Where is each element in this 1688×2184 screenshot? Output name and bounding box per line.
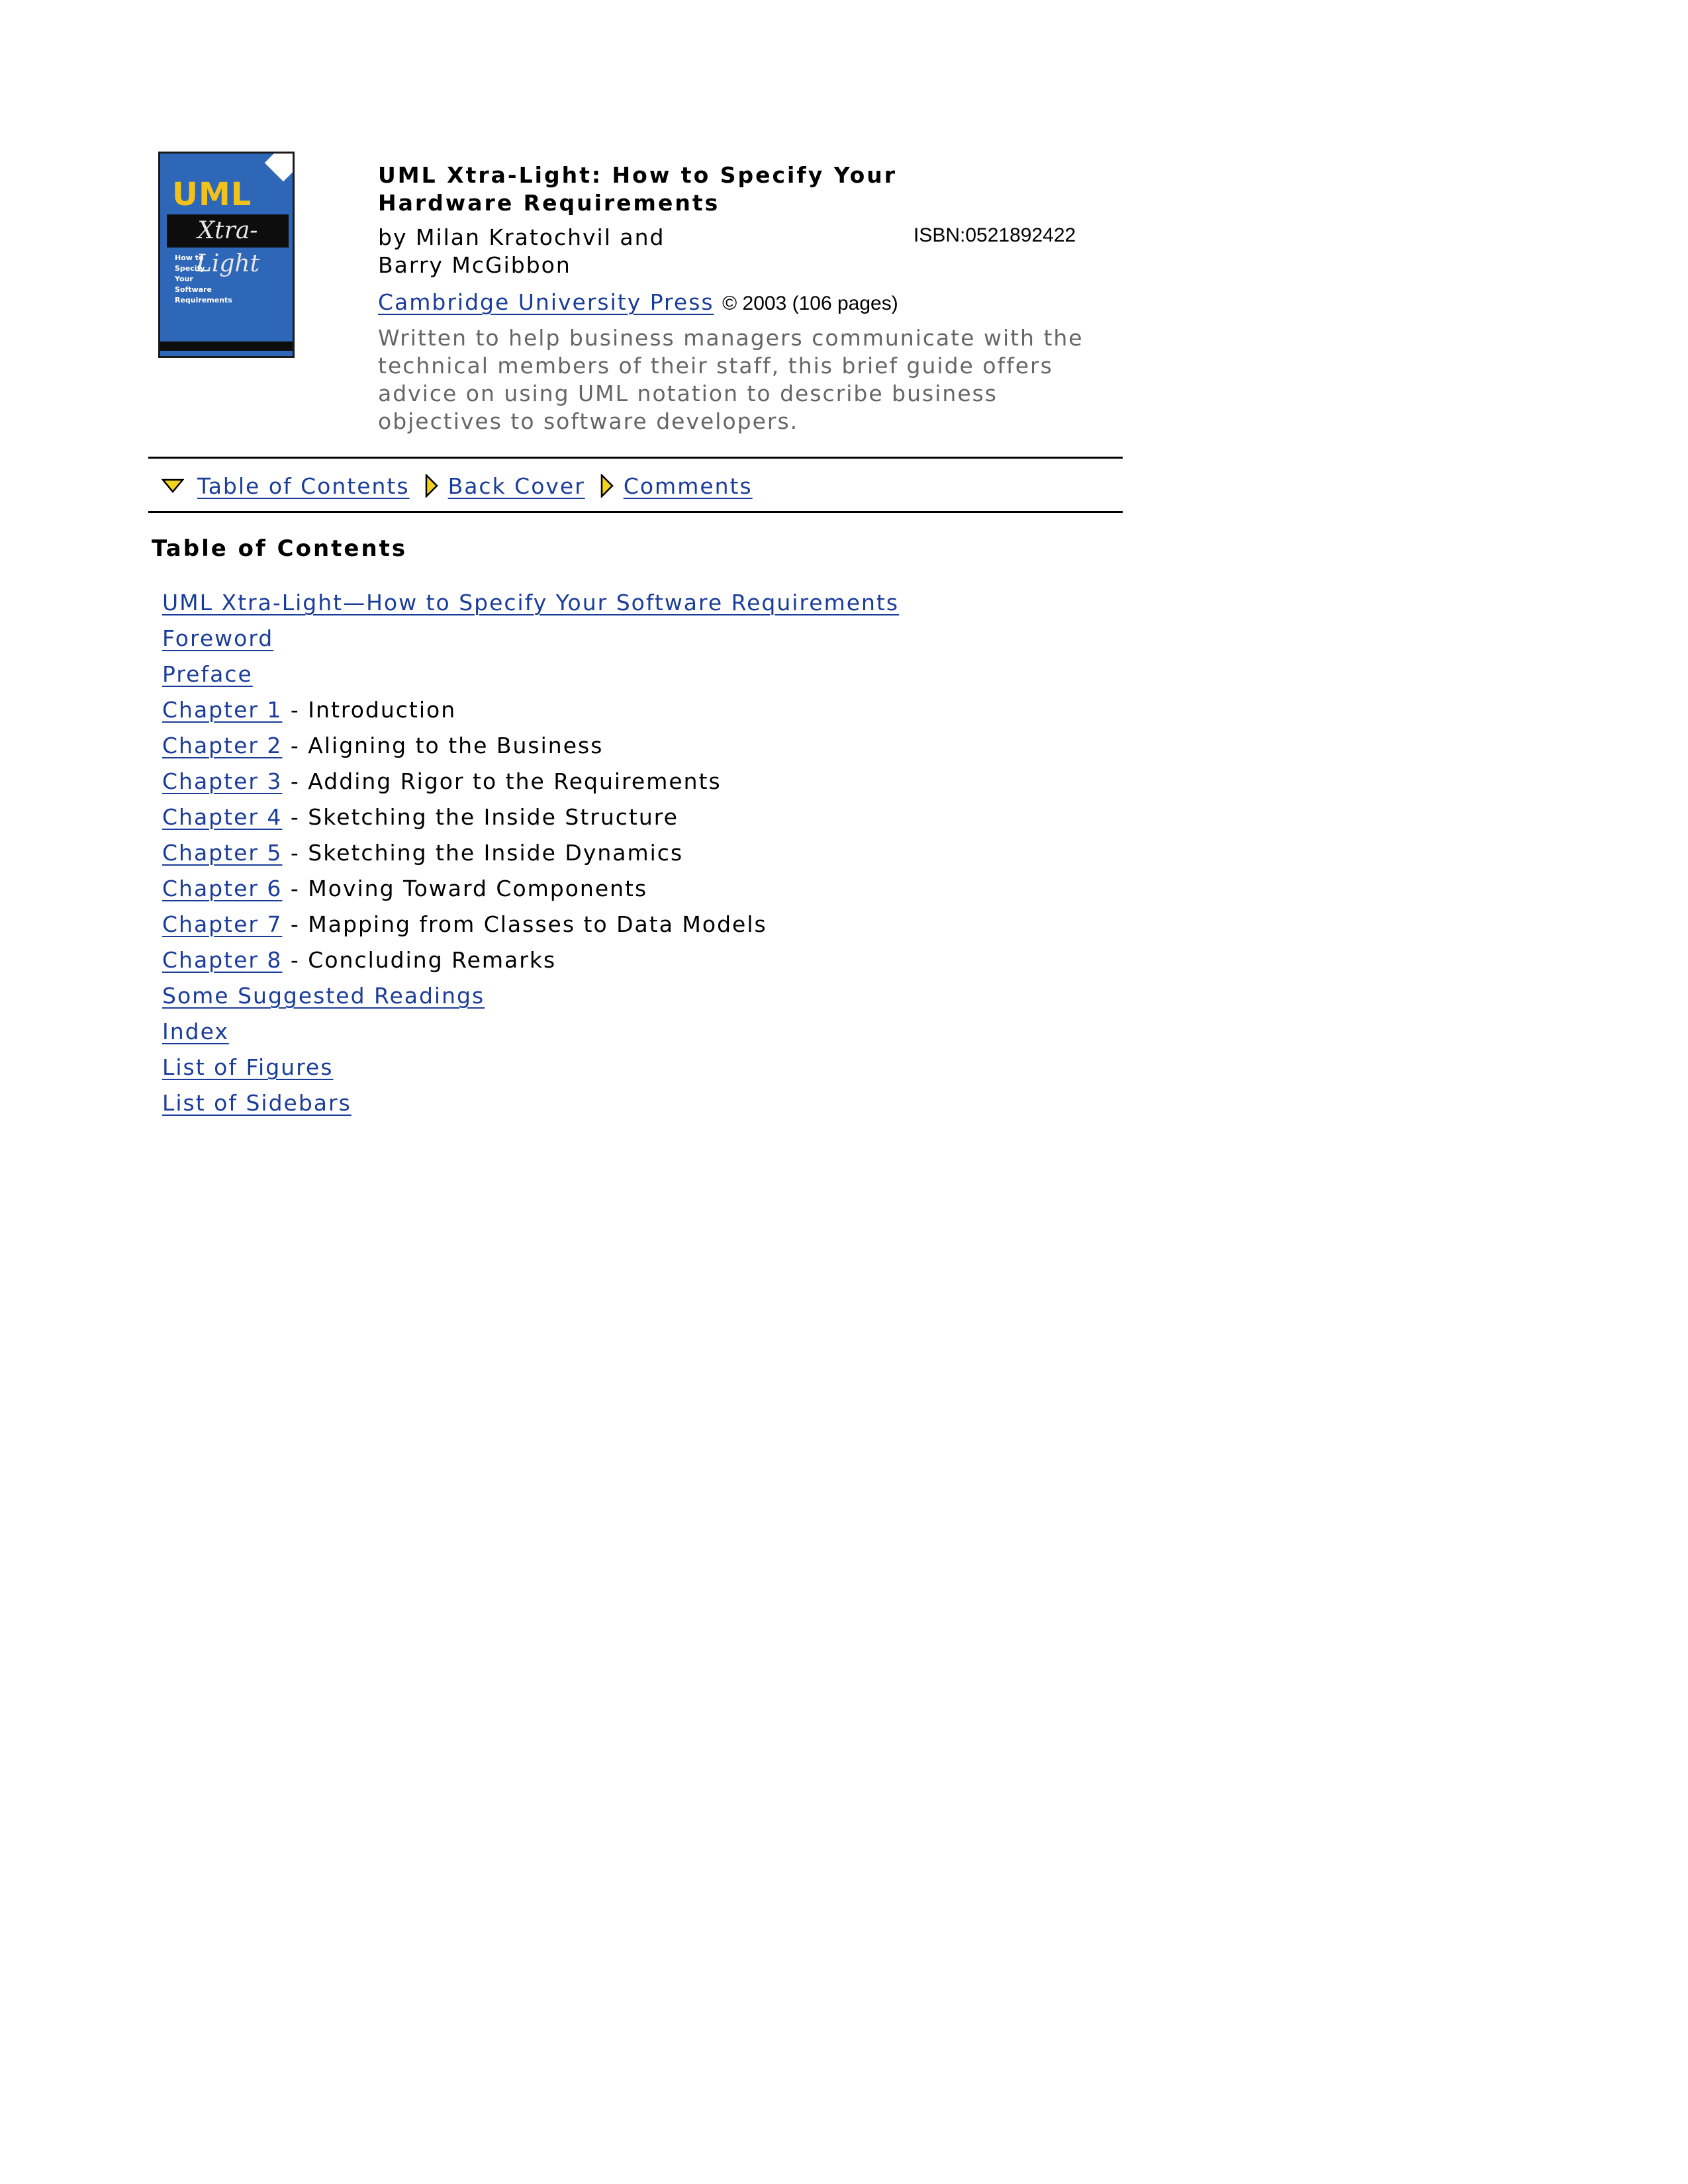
toc-entry <box>162 732 899 768</box>
toc-entry <box>162 1089 899 1125</box>
toc-entry <box>162 1018 899 1054</box>
toc-link[interactable]: Chapter 7 <box>162 911 283 937</box>
toc-entry <box>162 589 899 625</box>
toc-entry-text: - Moving Toward Components <box>282 876 648 901</box>
toc-link[interactable]: Some Suggested Readings <box>162 983 485 1009</box>
toc-link[interactable]: List of Figures <box>162 1054 334 1080</box>
toc-entry <box>162 660 899 696</box>
book-cover-image <box>158 152 295 358</box>
toc-entry <box>162 875 899 911</box>
cover-subtitle-line: Requirements <box>175 296 232 304</box>
cover-corner-badge <box>265 152 295 181</box>
cover-subtitle-line: Software <box>175 285 212 294</box>
cover-subtitle-line: How to <box>175 253 204 262</box>
toc-entry <box>162 803 899 839</box>
toc-entry <box>162 696 899 732</box>
toc-entry <box>162 982 899 1018</box>
cover-series-band <box>160 341 293 351</box>
toc-link[interactable]: Chapter 6 <box>162 876 283 901</box>
triangle-right-icon <box>600 474 614 498</box>
toc-entry-text: - Sketching the Inside Dynamics <box>282 840 684 866</box>
toc-list <box>162 589 899 1125</box>
toc-entry <box>162 911 899 946</box>
toc-link[interactable]: Foreword <box>162 625 274 651</box>
nav-link-comments[interactable]: Comments <box>623 473 753 499</box>
toc-entry <box>162 839 899 875</box>
toc-entry <box>162 625 899 660</box>
nav-link-back-cover[interactable]: Back Cover <box>447 473 585 499</box>
triangle-down-icon <box>162 478 184 494</box>
year-pages: © 2003 (106 pages) <box>722 293 898 314</box>
triangle-right-icon <box>424 474 439 498</box>
cover-subtitle-line: Specify <box>175 264 205 273</box>
section-nav <box>162 470 753 502</box>
toc-link[interactable]: Chapter 3 <box>162 768 283 794</box>
nav-link-table-of-contents[interactable]: Table of Contents <box>197 473 410 499</box>
nav-item-comments[interactable] <box>600 473 753 499</box>
toc-link[interactable]: UML Xtra-Light—How to Specify Your Software Requirements <box>162 590 900 615</box>
nav-item-table-of-contents[interactable] <box>162 473 410 499</box>
toc-entry-text: - Mapping from Classes to Data Models <box>282 911 767 937</box>
nav-divider-bottom <box>148 511 1123 513</box>
toc-entry <box>162 946 899 982</box>
toc-link[interactable]: List of Sidebars <box>162 1090 352 1116</box>
cover-subtitle-line: Your <box>175 275 193 283</box>
cover-logo-text: UML <box>172 176 252 213</box>
book-byline: by Milan Kratochvil and Barry McGibbon <box>378 224 665 278</box>
book-title: UML Xtra-Light: How to Specify Your Hardware Requirements <box>378 162 898 216</box>
cover-subtitle <box>175 253 234 306</box>
toc-link[interactable]: Chapter 5 <box>162 840 283 866</box>
toc-entry-text: - Adding Rigor to the Requirements <box>282 768 722 794</box>
cover-title-text: Xtra-Light <box>167 214 289 248</box>
toc-entry-text: - Aligning to the Business <box>282 733 604 758</box>
toc-link[interactable]: Index <box>162 1019 229 1044</box>
publisher-line <box>378 289 898 318</box>
toc-entry <box>162 768 899 803</box>
toc-heading: Table of Contents <box>152 535 408 562</box>
toc-link[interactable]: Chapter 2 <box>162 733 283 758</box>
toc-entry-text: - Introduction <box>282 697 457 723</box>
book-isbn: ISBN:0521892422 <box>914 224 1076 246</box>
book-description: Written to help business managers communicate with the technical members of their staff, this brief guide offers advice on using UML notation to describe business objectives to software developers. <box>378 325 1084 434</box>
toc-entry-text: - Concluding Remarks <box>282 947 557 973</box>
toc-link[interactable]: Chapter 8 <box>162 947 283 973</box>
toc-link[interactable]: Preface <box>162 661 253 687</box>
nav-divider-top <box>148 457 1123 459</box>
cover-authors-block <box>238 253 289 265</box>
toc-link[interactable]: Chapter 4 <box>162 804 283 830</box>
nav-item-back-cover[interactable] <box>424 473 585 499</box>
toc-entry-text: - Sketching the Inside Structure <box>282 804 679 830</box>
toc-entry <box>162 1054 899 1089</box>
publisher-link[interactable]: Cambridge University Press <box>378 289 714 315</box>
toc-link[interactable]: Chapter 1 <box>162 697 283 723</box>
